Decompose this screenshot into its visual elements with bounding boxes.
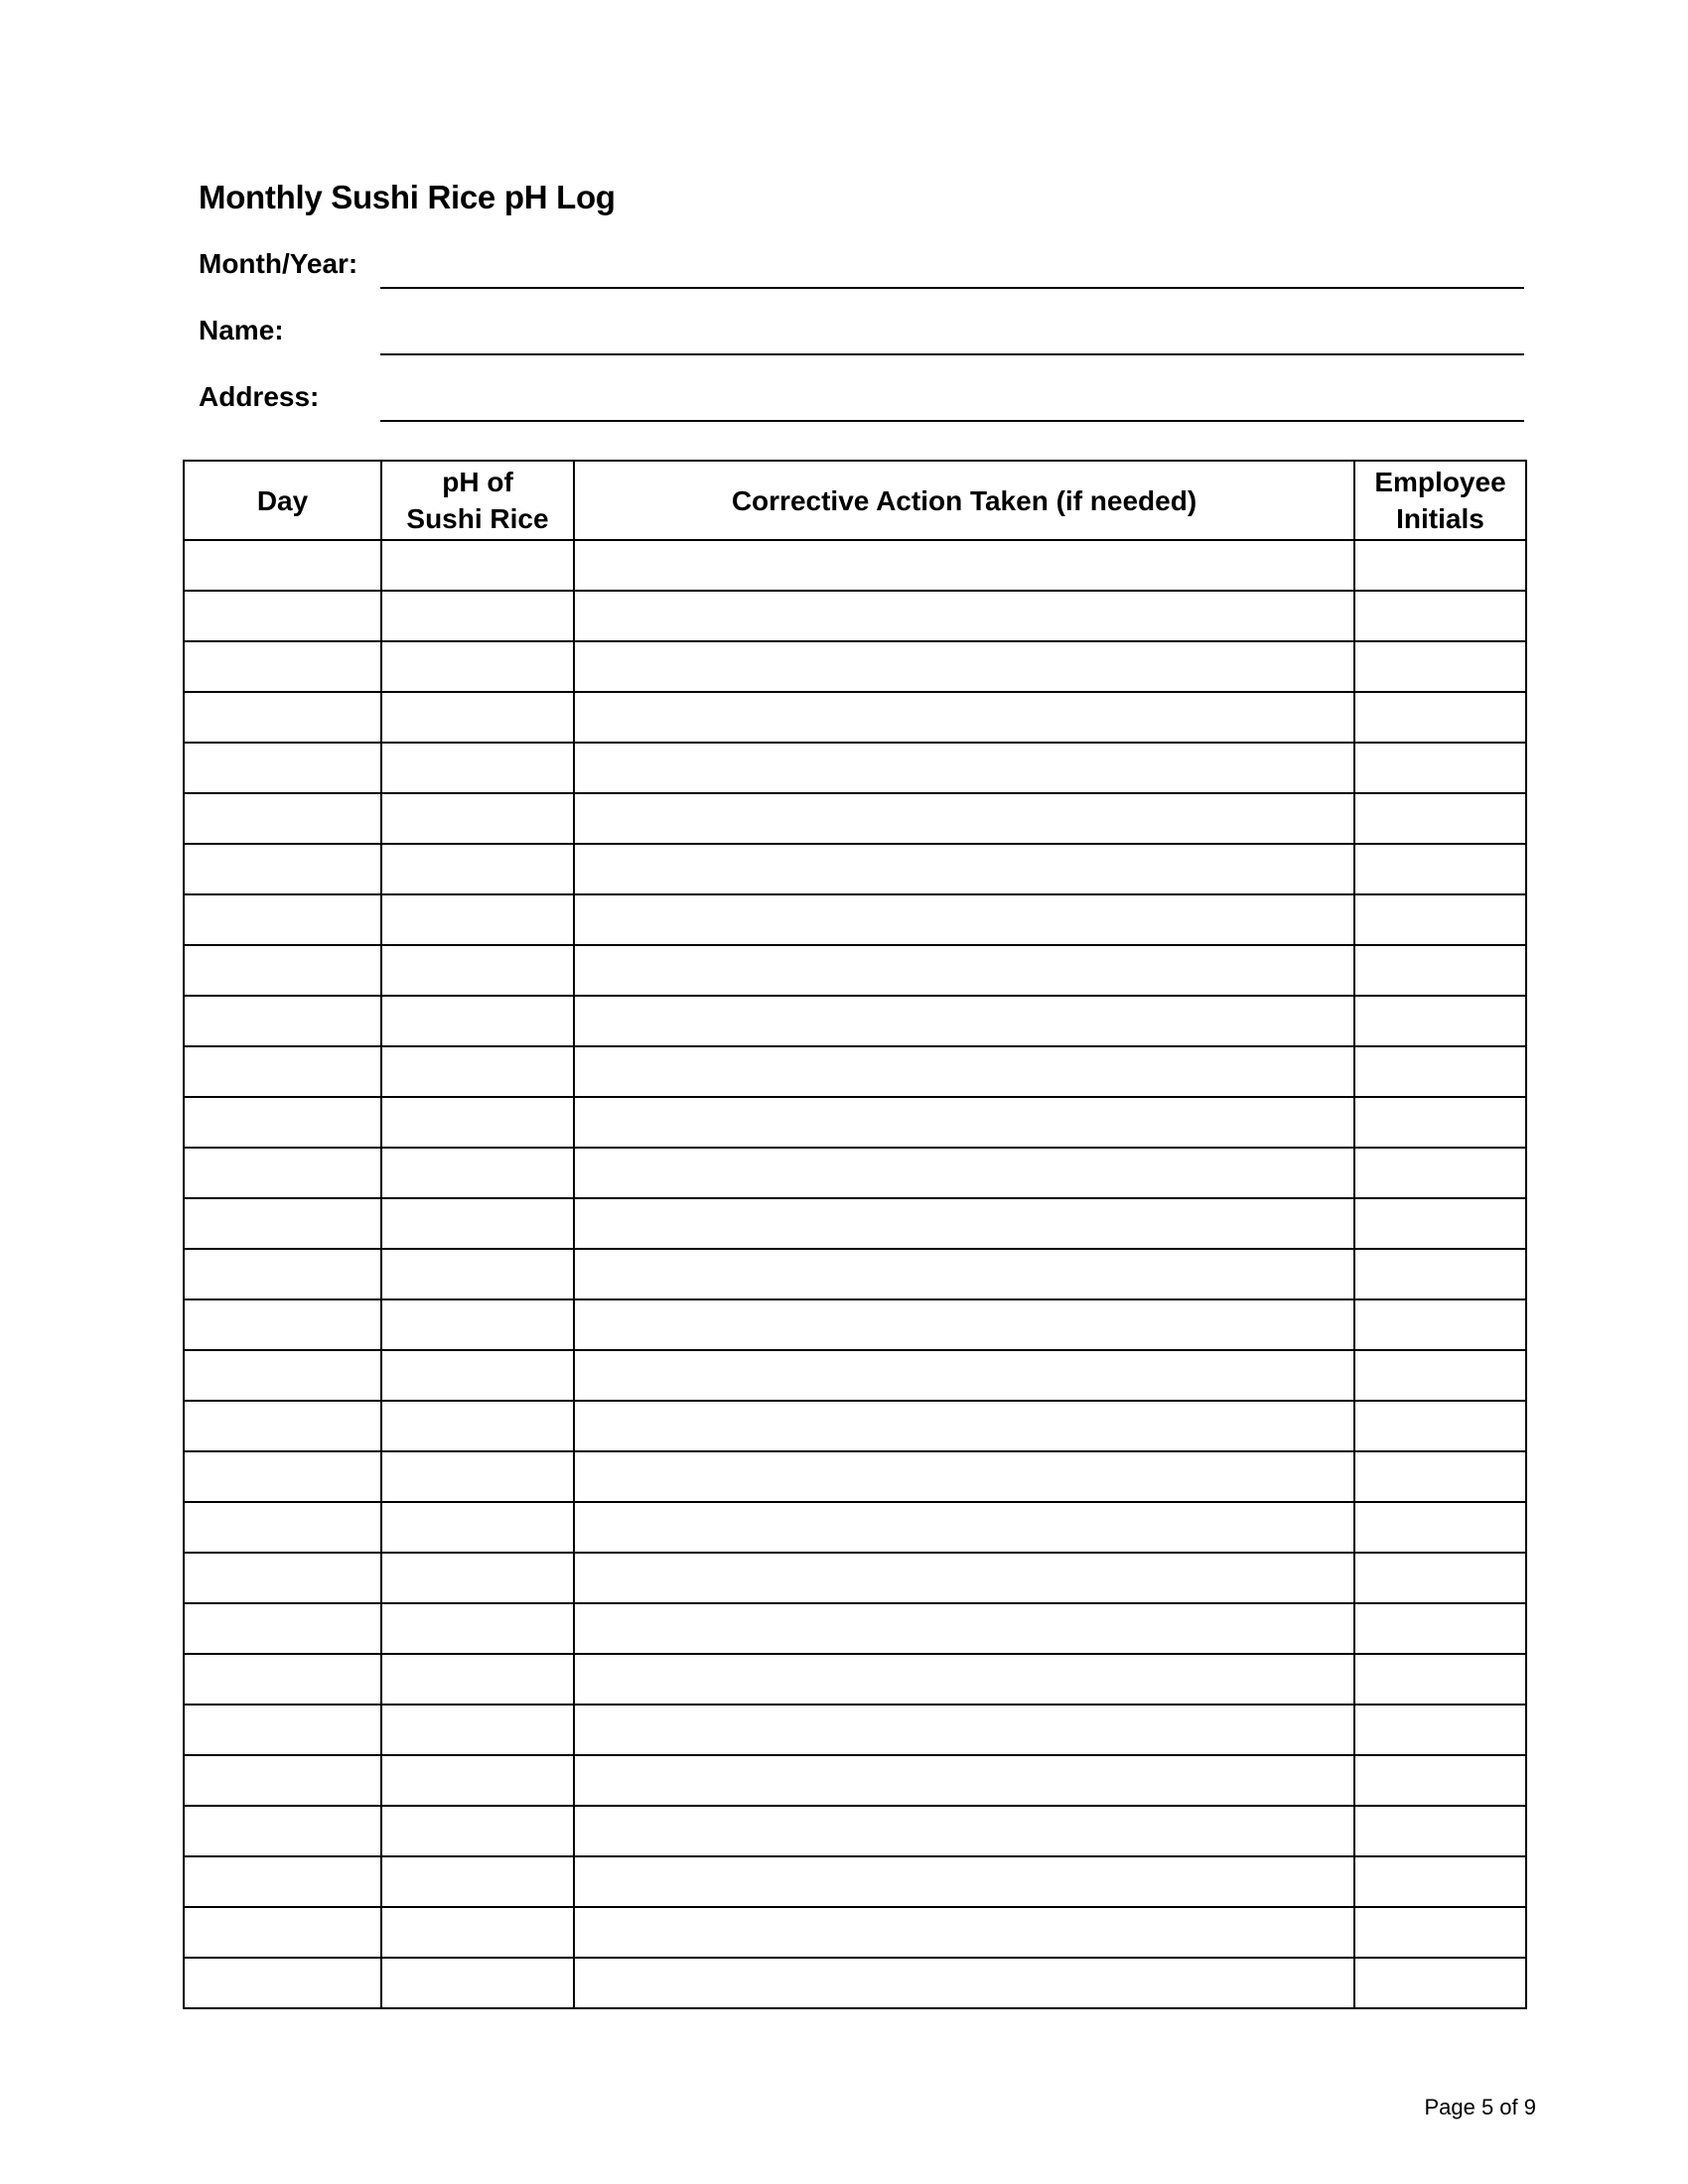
corrective-action-cell[interactable] <box>574 1502 1354 1553</box>
header-ph-text: pH of Sushi Rice <box>406 467 549 534</box>
initials-cell[interactable] <box>1354 1755 1526 1806</box>
ph-cell[interactable] <box>381 1806 574 1856</box>
corrective-action-cell[interactable] <box>574 945 1354 996</box>
table-row <box>184 1451 1526 1502</box>
initials-cell[interactable] <box>1354 1806 1526 1856</box>
table-row <box>184 1553 1526 1603</box>
initials-cell[interactable] <box>1354 1856 1526 1907</box>
day-cell[interactable] <box>184 996 381 1046</box>
day-cell[interactable] <box>184 793 381 844</box>
corrective-action-cell[interactable] <box>574 894 1354 945</box>
ph-cell[interactable] <box>381 540 574 591</box>
day-cell[interactable] <box>184 1299 381 1350</box>
initials-cell[interactable] <box>1354 641 1526 692</box>
corrective-action-cell[interactable] <box>574 692 1354 743</box>
ph-cell[interactable] <box>381 1958 574 2008</box>
day-cell[interactable] <box>184 641 381 692</box>
table-row <box>184 1148 1526 1198</box>
corrective-action-cell[interactable] <box>574 1907 1354 1958</box>
day-cell[interactable] <box>184 844 381 894</box>
ph-cell[interactable] <box>381 1705 574 1755</box>
corrective-action-cell[interactable] <box>574 1958 1354 2008</box>
ph-cell[interactable] <box>381 945 574 996</box>
corrective-action-cell[interactable] <box>574 1451 1354 1502</box>
address-label: Address: <box>199 381 320 412</box>
ph-cell[interactable] <box>381 1198 574 1249</box>
ph-cell[interactable] <box>381 692 574 743</box>
corrective-action-cell[interactable] <box>574 1299 1354 1350</box>
initials-cell[interactable] <box>1354 1046 1526 1097</box>
table-header-row <box>184 461 1526 540</box>
day-cell[interactable] <box>184 1958 381 2008</box>
table-row <box>184 894 1526 945</box>
table-body <box>184 540 1526 2008</box>
initials-cell[interactable] <box>1354 894 1526 945</box>
corrective-action-cell[interactable] <box>574 540 1354 591</box>
corrective-action-cell[interactable] <box>574 1046 1354 1097</box>
table-row <box>184 844 1526 894</box>
ph-cell[interactable] <box>381 1502 574 1553</box>
day-cell[interactable] <box>184 1249 381 1299</box>
table-row <box>184 793 1526 844</box>
month-year-field <box>199 248 1524 298</box>
corrective-action-cell[interactable] <box>574 996 1354 1046</box>
corrective-action-cell[interactable] <box>574 1654 1354 1705</box>
initials-cell[interactable] <box>1354 1907 1526 1958</box>
table-row <box>184 1654 1526 1705</box>
ph-cell[interactable] <box>381 1299 574 1350</box>
table-row <box>184 1401 1526 1451</box>
page-title: Monthly Sushi Rice pH Log <box>199 179 616 215</box>
table-row <box>184 591 1526 641</box>
initials-cell[interactable] <box>1354 1148 1526 1198</box>
corrective-action-cell[interactable] <box>574 1249 1354 1299</box>
table-row <box>184 1046 1526 1097</box>
table-row <box>184 1097 1526 1148</box>
initials-cell[interactable] <box>1354 844 1526 894</box>
corrective-action-cell[interactable] <box>574 743 1354 793</box>
ph-cell[interactable] <box>381 1350 574 1401</box>
ph-cell[interactable] <box>381 1249 574 1299</box>
table-row <box>184 1856 1526 1907</box>
initials-cell[interactable] <box>1354 1249 1526 1299</box>
table-row <box>184 1806 1526 1856</box>
day-cell[interactable] <box>184 894 381 945</box>
corrective-action-cell[interactable] <box>574 793 1354 844</box>
month-year-label: Month/Year: <box>199 248 358 279</box>
day-cell[interactable] <box>184 692 381 743</box>
corrective-action-cell[interactable] <box>574 1806 1354 1856</box>
ph-cell[interactable] <box>381 1451 574 1502</box>
initials-cell[interactable] <box>1354 591 1526 641</box>
header-ph <box>381 461 574 540</box>
day-cell[interactable] <box>184 1856 381 1907</box>
ph-cell[interactable] <box>381 1097 574 1148</box>
ph-cell[interactable] <box>381 996 574 1046</box>
day-cell[interactable] <box>184 591 381 641</box>
initials-cell[interactable] <box>1354 1654 1526 1705</box>
page-number: Page 5 of 9 <box>1424 2095 1536 2119</box>
table-row <box>184 692 1526 743</box>
table-row <box>184 996 1526 1046</box>
day-cell[interactable] <box>184 1806 381 1856</box>
initials-cell[interactable] <box>1354 1198 1526 1249</box>
table-row <box>184 1249 1526 1299</box>
day-cell[interactable] <box>184 1097 381 1148</box>
ph-cell[interactable] <box>381 1046 574 1097</box>
corrective-action-cell[interactable] <box>574 1705 1354 1755</box>
day-cell[interactable] <box>184 1603 381 1654</box>
initials-cell[interactable] <box>1354 1350 1526 1401</box>
ph-log-table <box>183 460 1527 2009</box>
table-row <box>184 540 1526 591</box>
initials-cell[interactable] <box>1354 1451 1526 1502</box>
initials-cell[interactable] <box>1354 1958 1526 2008</box>
day-cell[interactable] <box>184 743 381 793</box>
table-row <box>184 641 1526 692</box>
day-cell[interactable] <box>184 540 381 591</box>
day-cell[interactable] <box>184 1755 381 1806</box>
corrective-action-cell[interactable] <box>574 1350 1354 1401</box>
ph-cell[interactable] <box>381 743 574 793</box>
corrective-action-cell[interactable] <box>574 591 1354 641</box>
corrective-action-cell[interactable] <box>574 1553 1354 1603</box>
initials-cell[interactable] <box>1354 1553 1526 1603</box>
header-corrective-action: Corrective Action Taken (if needed) <box>574 461 1354 540</box>
corrective-action-cell[interactable] <box>574 1755 1354 1806</box>
ph-cell[interactable] <box>381 1856 574 1907</box>
corrective-action-cell[interactable] <box>574 1148 1354 1198</box>
initials-cell[interactable] <box>1354 1401 1526 1451</box>
initials-cell[interactable] <box>1354 945 1526 996</box>
day-cell[interactable] <box>184 1046 381 1097</box>
address-input-line[interactable] <box>380 420 1524 422</box>
table-row <box>184 1958 1526 2008</box>
month-year-input-line[interactable] <box>380 287 1524 289</box>
corrective-action-cell[interactable] <box>574 1603 1354 1654</box>
initials-cell[interactable] <box>1354 996 1526 1046</box>
initials-cell[interactable] <box>1354 1299 1526 1350</box>
header-employee-initials <box>1354 461 1526 540</box>
initials-cell[interactable] <box>1354 692 1526 743</box>
day-cell[interactable] <box>184 1553 381 1603</box>
ph-cell[interactable] <box>381 1907 574 1958</box>
day-cell[interactable] <box>184 1705 381 1755</box>
initials-cell[interactable] <box>1354 1097 1526 1148</box>
initials-cell[interactable] <box>1354 743 1526 793</box>
table-row <box>184 1299 1526 1350</box>
ph-cell[interactable] <box>381 1755 574 1806</box>
table-row <box>184 1907 1526 1958</box>
day-cell[interactable] <box>184 1401 381 1451</box>
day-cell[interactable] <box>184 1198 381 1249</box>
corrective-action-cell[interactable] <box>574 641 1354 692</box>
corrective-action-cell[interactable] <box>574 844 1354 894</box>
ph-cell[interactable] <box>381 1553 574 1603</box>
name-field <box>199 315 1524 364</box>
initials-cell[interactable] <box>1354 1705 1526 1755</box>
ph-cell[interactable] <box>381 641 574 692</box>
corrective-action-cell[interactable] <box>574 1856 1354 1907</box>
initials-cell[interactable] <box>1354 1502 1526 1553</box>
initials-cell[interactable] <box>1354 540 1526 591</box>
table-row <box>184 1350 1526 1401</box>
corrective-action-cell[interactable] <box>574 1401 1354 1451</box>
corrective-action-cell[interactable] <box>574 1198 1354 1249</box>
ph-cell[interactable] <box>381 1654 574 1705</box>
day-cell[interactable] <box>184 945 381 996</box>
day-cell[interactable] <box>184 1350 381 1401</box>
ph-cell[interactable] <box>381 793 574 844</box>
ph-cell[interactable] <box>381 1148 574 1198</box>
name-input-line[interactable] <box>380 353 1524 355</box>
initials-cell[interactable] <box>1354 793 1526 844</box>
ph-cell[interactable] <box>381 1401 574 1451</box>
day-cell[interactable] <box>184 1654 381 1705</box>
ph-cell[interactable] <box>381 591 574 641</box>
corrective-action-cell[interactable] <box>574 1097 1354 1148</box>
table-row <box>184 1755 1526 1806</box>
ph-cell[interactable] <box>381 844 574 894</box>
table-row <box>184 1603 1526 1654</box>
day-cell[interactable] <box>184 1148 381 1198</box>
ph-cell[interactable] <box>381 894 574 945</box>
ph-cell[interactable] <box>381 1603 574 1654</box>
header-initials-text: Employee Initials <box>1374 467 1506 534</box>
table-row <box>184 945 1526 996</box>
table-row <box>184 1502 1526 1553</box>
name-label: Name: <box>199 315 284 345</box>
day-cell[interactable] <box>184 1451 381 1502</box>
initials-cell[interactable] <box>1354 1603 1526 1654</box>
day-cell[interactable] <box>184 1907 381 1958</box>
day-cell[interactable] <box>184 1502 381 1553</box>
table-row <box>184 1198 1526 1249</box>
header-day: Day <box>184 461 381 540</box>
table-row <box>184 743 1526 793</box>
table-row <box>184 1705 1526 1755</box>
address-field <box>199 381 1524 431</box>
